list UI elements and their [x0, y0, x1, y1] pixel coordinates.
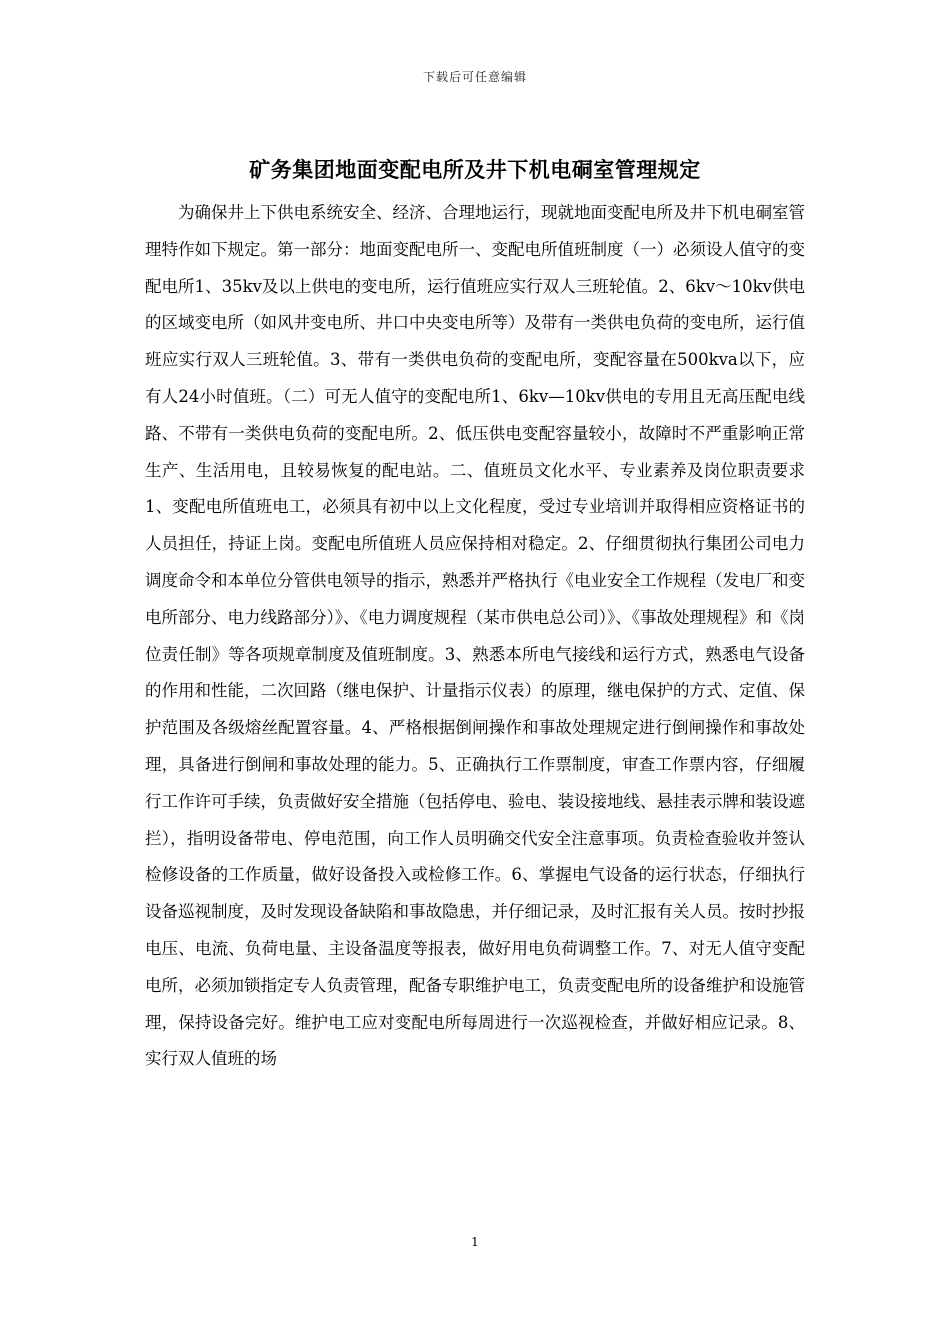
page-number: 1	[471, 1235, 479, 1249]
document-body: 为确保井上下供电系统安全、经济、合理地运行，现就地面变配电所及井下机电硐室管理特作如下规定。第一部分：地面变配电所一、变配电所值班制度（一）必须设人值守的变配电所1、35kv及以上供电的变电所，运行值班应实行双人三班轮值。2、6kv～10kv供电的区域变电所（如风井变电所、井口中央变电所等）及带有一类供电负荷的变电所，运行值班应实行双人三班轮值。3、带有一类供电负荷的变配电所，变配容量在500kva以下，应有人24小时值班。（二）可无人值守的变配电所1、6kv—10kv供电的专用且无高压配电线路、不带有一类供电负荷的变配电所。2、低压供电变配容量较小，故障时不严重影响正常生产、生活用电，且较易恢复的配电站。二、值班员文化水平、专业素养及岗位职责要求1、变配电所值班电工，必须具有初中以上文化程度，受过专业培训并取得相应资格证书的人员担任，持证上岗。变配电所值班人员应保持相对稳定。2、仔细贯彻执行集团公司电力调度命令和本单位分管供电领导的指示，熟悉并严格执行《电业安全工作规程（发电厂和变电所部分、电力线路部分）》、《电力调度规程（某市供电总公司）》、《事故处理规程》和《岗位责任制》等各项规章制度及值班制度。3、熟悉本所电气接线和运行方式，熟悉电气设备的作用和性能，二次回路（继电保护、计量指示仪表）的原理，继电保护的方式、定值、保护范围及各级熔丝配置容量。4、严格根据倒闸操作和事故处理规定进行倒闸操作和事故处理，具备进行倒闸和事故处理的能力。5、正确执行工作票制度，审查工作票内容，仔细履行工作许可手续，负责做好安全措施（包括停电、验电、装设接地线、悬挂表示牌和装设遮拦），指明设备带电、停电范围，向工作人员明确交代安全注意事项。负责检查验收并签认检修设备的工作质量，做好设备投入或检修工作。6、掌握电气设备的运行状态，仔细执行设备巡视制度，及时发现设备缺陷和事故隐患，并仔细记录，及时汇报有关人员。按时抄报电压、电流、负荷电量、主设备温度等报表，做好用电负荷调整工作。7、对无人值守变配电所，必须加锁指定专人负责管理，配备专职维护电工，负责变配电所的设备维护和设施管理，保持设备完好。维护电工应对变配电所每周进行一次巡视检查，并做好相应记录。8、实行双人值班的场	[145, 203, 805, 1069]
document-title: 矿务集团地面变配电所及井下机电硐室管理规定	[249, 158, 701, 182]
page-header: 下载后可任意编辑	[422, 70, 527, 84]
